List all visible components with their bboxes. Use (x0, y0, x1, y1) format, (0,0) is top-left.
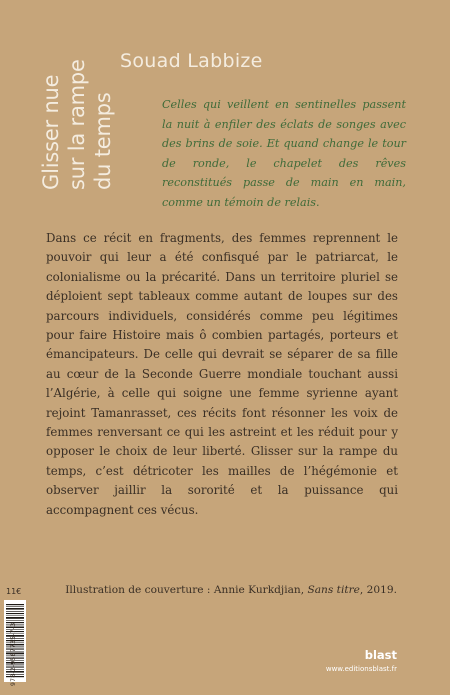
credit-work-title: Sans titre (307, 584, 360, 596)
credit-suffix: , 2019. (359, 584, 397, 596)
title-line-3: du temps (91, 92, 115, 190)
book-title (38, 40, 123, 190)
isbn-number: 978-2-9567735-7-3 (10, 622, 17, 686)
title-line-1: Glisser nue (39, 74, 63, 190)
epigraph-quote: Celles qui veillent en sentinelles passent la nuit à enfiler des éclats de songes avec des brins de soie. Et quand change le tour de ronde, le chapelet des rêves reconstitués passe de main en main, comme un témoin de relais. (162, 98, 406, 209)
book-summary: Dans ce récit en fragments, des femmes reprennent le pouvoir qui leur a été confisqué par le patriarcat, le colonialisme ou la précarité. Dans un territoire pluriel se déploient sept tableaux comme autant de loupes sur des parcours individuels, considérés comme peu légitimes pour faire Histoire mais ô combien partagés, porteurs et émancipateurs. De celle qui devrait se séparer de sa fille au cœur de la Seconde Guerre mondiale touchant aussi l’Algérie, à celle qui soigne une femme syrienne ayant rejoint Tamanrasset, ces récits font résonner les voix de femmes renversant ce qui les astreint et les réduit pour y opposer le choix de leur liberté. Glisser sur la rampe du temps, c’est détricoter les mailles de l’hégémonie et observer jaillir la sororité et la puissance qui accompagnent ces vécus. (46, 231, 398, 517)
publisher-website: www.editionsblast.fr (325, 665, 397, 673)
publisher-logo: blast (364, 648, 397, 662)
cover-illustration-credit (0, 584, 397, 596)
title-line-2: sur la rampe (65, 59, 89, 190)
author-name: Souad Labbize (120, 50, 263, 72)
price-label: 11€ (6, 587, 22, 596)
credit-prefix: Illustration de couverture : Annie Kurkdjian, (65, 584, 308, 596)
